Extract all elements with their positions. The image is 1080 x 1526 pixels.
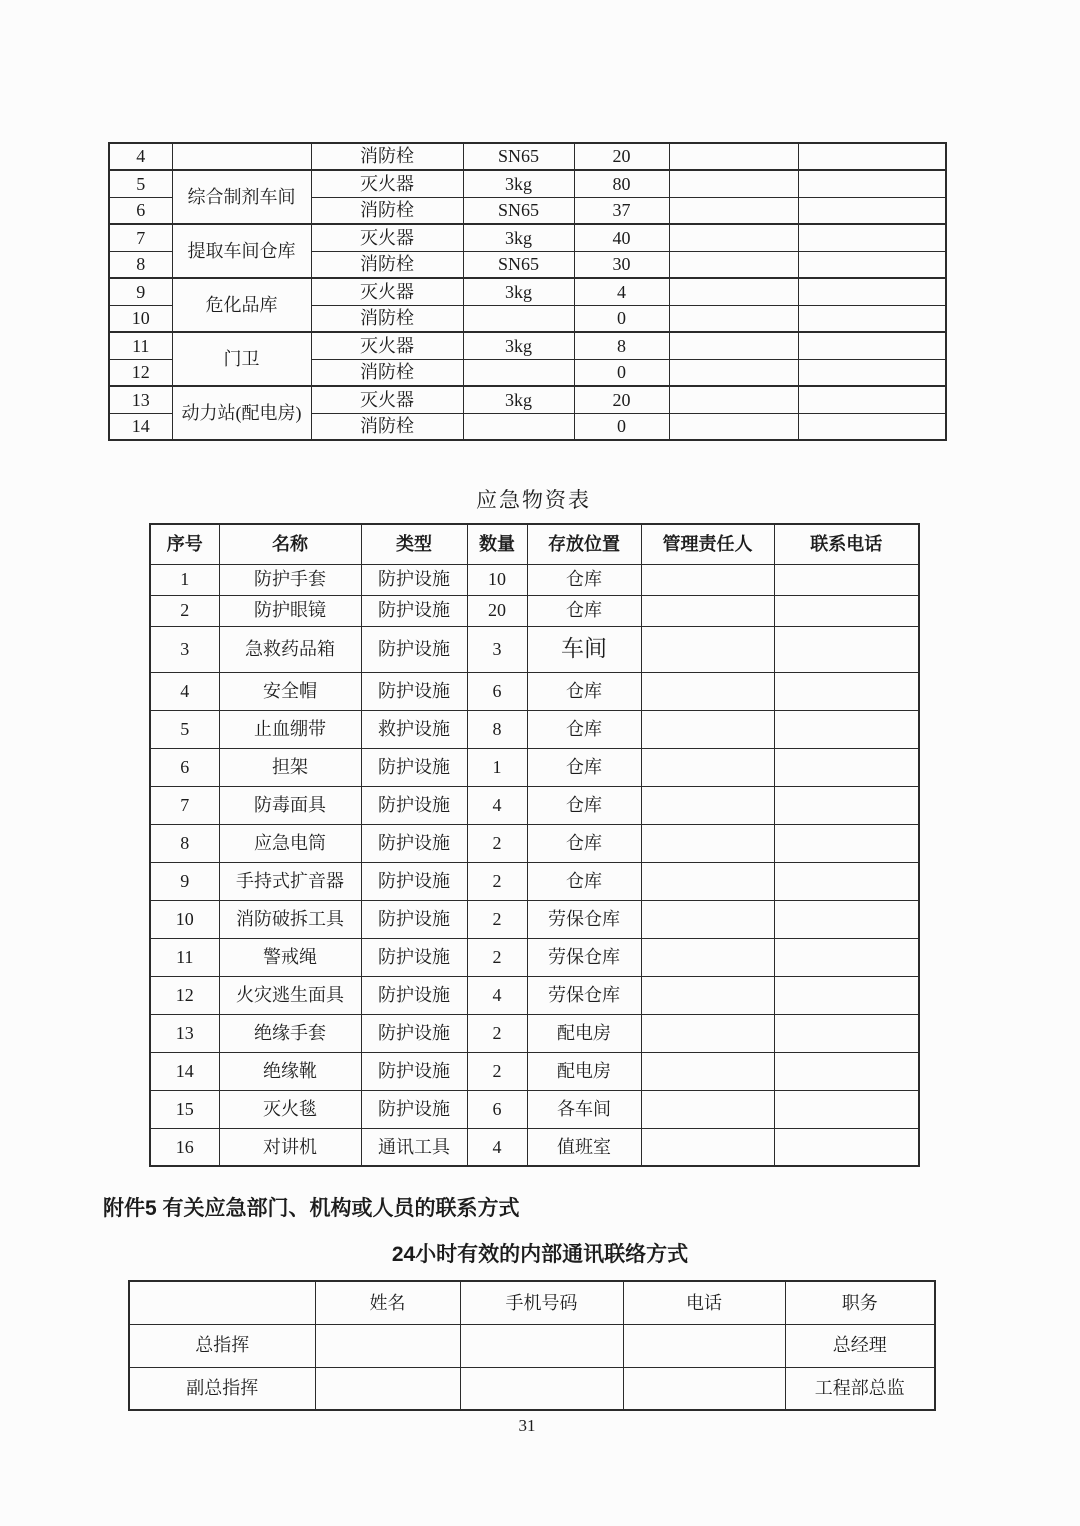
table-cell [641,1090,774,1128]
phone-cell [798,170,946,197]
table-cell [315,1367,460,1410]
table-cell: 8 [150,824,219,862]
equipment-type-cell: 消防栓 [311,143,463,170]
table-cell: 对讲机 [219,1128,361,1166]
table-cell: 仓库 [527,564,641,595]
spec-cell: SN65 [463,251,574,278]
spec-cell [463,305,574,332]
contact-header-row [129,1281,935,1324]
manager-cell [669,413,798,440]
manager-cell [669,359,798,386]
quantity-cell: 20 [574,143,669,170]
supplies-row [150,976,919,1014]
contact-table-body [129,1324,935,1410]
header-cell: 职务 [785,1281,935,1324]
equipment-type-cell: 消防栓 [311,359,463,386]
table-cell: 1 [467,748,527,786]
table-cell: 2 [467,1052,527,1090]
phone-cell [798,413,946,440]
equipment-type-cell: 消防栓 [311,305,463,332]
table-cell: 止血绷带 [219,710,361,748]
fire-equipment-row [109,386,946,413]
table-cell: 3 [467,626,527,672]
table-cell [641,672,774,710]
table-cell: 火灾逃生面具 [219,976,361,1014]
row-number-cell: 8 [109,251,172,278]
fire-equipment-row [109,278,946,305]
header-cell: 数量 [467,524,527,564]
table-cell [641,862,774,900]
table-cell: 4 [150,672,219,710]
supplies-row [150,626,919,672]
phone-cell [798,224,946,251]
spec-cell: SN65 [463,143,574,170]
table-cell [641,595,774,626]
table-cell: 防护设施 [361,564,467,595]
location-cell: 动力站(配电房) [172,386,311,440]
header-cell: 存放位置 [527,524,641,564]
table-cell: 防护眼镜 [219,595,361,626]
fire-equipment-table-body [109,143,946,440]
fire-equipment-table [108,142,947,441]
table-cell: 仓库 [527,710,641,748]
table-cell: 总经理 [785,1324,935,1367]
quantity-cell: 40 [574,224,669,251]
header-cell: 电话 [623,1281,785,1324]
table-cell [774,710,919,748]
internal-contact-table [128,1280,936,1411]
table-cell: 劳保仓库 [527,900,641,938]
table-cell: 11 [150,938,219,976]
table-cell: 灭火毯 [219,1090,361,1128]
row-number-cell: 6 [109,197,172,224]
table-cell [774,976,919,1014]
table-cell: 配电房 [527,1014,641,1052]
quantity-cell: 0 [574,413,669,440]
table-cell [315,1324,460,1367]
equipment-type-cell: 消防栓 [311,197,463,224]
table-cell: 绝缘手套 [219,1014,361,1052]
table-cell: 防护设施 [361,786,467,824]
table-cell: 3 [150,626,219,672]
table-cell: 12 [150,976,219,1014]
table-cell: 仓库 [527,786,641,824]
table-cell: 7 [150,786,219,824]
table-cell [774,1014,919,1052]
table-cell: 车间 [527,626,641,672]
table-cell: 2 [467,824,527,862]
manager-cell [669,305,798,332]
phone-cell [798,386,946,413]
quantity-cell: 0 [574,359,669,386]
row-number-cell: 13 [109,386,172,413]
table-cell [774,595,919,626]
table-cell: 消防破拆工具 [219,900,361,938]
table-cell: 防护设施 [361,1052,467,1090]
supplies-table-body [150,564,919,1166]
row-number-cell: 4 [109,143,172,170]
table-cell [641,976,774,1014]
spec-cell [463,413,574,440]
table-cell: 6 [467,1090,527,1128]
row-number-cell: 12 [109,359,172,386]
fire-equipment-row [109,224,946,251]
manager-cell [669,224,798,251]
table-cell: 10 [467,564,527,595]
supplies-row [150,824,919,862]
quantity-cell: 80 [574,170,669,197]
table-cell: 防护设施 [361,672,467,710]
table-cell: 仓库 [527,748,641,786]
quantity-cell: 8 [574,332,669,359]
table-cell [774,672,919,710]
fire-equipment-row [109,332,946,359]
supplies-row [150,938,919,976]
table-cell: 急救药品箱 [219,626,361,672]
table-cell: 劳保仓库 [527,976,641,1014]
phone-cell [798,359,946,386]
table-cell: 15 [150,1090,219,1128]
supplies-row [150,672,919,710]
table-cell: 各车间 [527,1090,641,1128]
location-cell: 综合制剂车间 [172,170,311,224]
supplies-row [150,1090,919,1128]
table-cell [623,1324,785,1367]
table-cell: 2 [467,862,527,900]
table-cell: 仓库 [527,824,641,862]
spec-cell: 3kg [463,224,574,251]
table-cell: 4 [467,1128,527,1166]
table-cell [774,1052,919,1090]
table-cell: 绝缘靴 [219,1052,361,1090]
spec-cell [463,359,574,386]
location-cell: 危化品库 [172,278,311,332]
manager-cell [669,170,798,197]
table-cell: 仓库 [527,672,641,710]
fire-equipment-row [109,170,946,197]
fire-equipment-row [109,143,946,170]
table-cell: 警戒绳 [219,938,361,976]
table-cell [460,1324,623,1367]
table-cell: 劳保仓库 [527,938,641,976]
table-cell: 防护设施 [361,900,467,938]
equipment-type-cell: 灭火器 [311,386,463,413]
table-cell [641,1014,774,1052]
supplies-row [150,595,919,626]
row-number-cell: 5 [109,170,172,197]
supplies-row [150,748,919,786]
quantity-cell: 20 [574,386,669,413]
phone-cell [798,251,946,278]
manager-cell [669,278,798,305]
table-cell [641,938,774,976]
table-cell [774,748,919,786]
manager-cell [669,143,798,170]
table-cell: 总指挥 [129,1324,315,1367]
header-cell: 联系电话 [774,524,919,564]
supplies-header-row [150,524,919,564]
table-cell: 14 [150,1052,219,1090]
table-cell: 救护设施 [361,710,467,748]
table-cell: 配电房 [527,1052,641,1090]
table-cell: 1 [150,564,219,595]
table-cell: 防护手套 [219,564,361,595]
equipment-type-cell: 灭火器 [311,170,463,197]
table-cell: 6 [467,672,527,710]
table-cell: 9 [150,862,219,900]
attachment5-heading: 附件5 有关应急部门、机构或人员的联系方式 [103,1197,520,1220]
header-cell: 序号 [150,524,219,564]
table-cell [641,710,774,748]
manager-cell [669,386,798,413]
table-cell: 防护设施 [361,626,467,672]
table-cell: 仓库 [527,862,641,900]
table-cell [774,1090,919,1128]
table-cell: 值班室 [527,1128,641,1166]
quantity-cell: 30 [574,251,669,278]
table-cell: 2 [150,595,219,626]
table-cell: 防护设施 [361,1090,467,1128]
header-cell: 类型 [361,524,467,564]
table-cell [641,1128,774,1166]
table-cell: 16 [150,1128,219,1166]
header-cell [129,1281,315,1324]
table-cell: 防护设施 [361,1014,467,1052]
spec-cell: SN65 [463,197,574,224]
phone-cell [798,143,946,170]
phone-cell [798,197,946,224]
supplies-row [150,900,919,938]
table-cell: 副总指挥 [129,1367,315,1410]
row-number-cell: 7 [109,224,172,251]
supplies-row [150,862,919,900]
supplies-row [150,1128,919,1166]
spec-cell: 3kg [463,278,574,305]
table-cell: 担架 [219,748,361,786]
table-cell: 4 [467,976,527,1014]
table-cell: 防毒面具 [219,786,361,824]
table-cell: 5 [150,710,219,748]
row-number-cell: 10 [109,305,172,332]
table-cell: 仓库 [527,595,641,626]
equipment-type-cell: 灭火器 [311,332,463,359]
table-cell: 6 [150,748,219,786]
contact-row [129,1367,935,1410]
table-cell [641,626,774,672]
location-cell: 门卫 [172,332,311,386]
table-cell: 10 [150,900,219,938]
table-cell: 防护设施 [361,976,467,1014]
table-cell [774,626,919,672]
table-cell: 防护设施 [361,748,467,786]
table-cell: 2 [467,900,527,938]
supplies-table-title: 应急物资表 [476,488,591,512]
page-number: 31 [518,1416,536,1435]
table-cell: 4 [467,786,527,824]
table-cell [774,938,919,976]
table-cell [774,900,919,938]
supplies-row [150,1052,919,1090]
table-cell: 防护设施 [361,938,467,976]
equipment-type-cell: 消防栓 [311,251,463,278]
quantity-cell: 37 [574,197,669,224]
table-cell [623,1367,785,1410]
table-cell [774,1128,919,1166]
header-cell: 手机号码 [460,1281,623,1324]
table-cell [641,1052,774,1090]
table-cell [774,564,919,595]
table-cell: 应急电筒 [219,824,361,862]
equipment-type-cell: 灭火器 [311,278,463,305]
table-cell: 2 [467,1014,527,1052]
row-number-cell: 14 [109,413,172,440]
phone-cell [798,305,946,332]
manager-cell [669,197,798,224]
contact-table-title: 24小时有效的内部通讯联络方式 [391,1243,689,1266]
quantity-cell: 4 [574,278,669,305]
supplies-row [150,786,919,824]
emergency-supplies-table [149,523,920,1167]
table-cell: 8 [467,710,527,748]
spec-cell: 3kg [463,386,574,413]
quantity-cell: 0 [574,305,669,332]
table-cell: 防护设施 [361,862,467,900]
table-cell [460,1367,623,1410]
table-cell: 通讯工具 [361,1128,467,1166]
equipment-type-cell: 消防栓 [311,413,463,440]
location-cell [172,143,311,170]
manager-cell [669,251,798,278]
manager-cell [669,332,798,359]
supplies-row [150,564,919,595]
header-cell: 管理责任人 [641,524,774,564]
table-cell: 防护设施 [361,595,467,626]
table-cell [641,824,774,862]
table-cell: 13 [150,1014,219,1052]
table-cell [641,564,774,595]
supplies-row [150,1014,919,1052]
header-cell: 姓名 [315,1281,460,1324]
location-cell: 提取车间仓库 [172,224,311,278]
table-cell: 工程部总监 [785,1367,935,1410]
table-cell: 20 [467,595,527,626]
table-cell: 防护设施 [361,824,467,862]
table-cell [774,862,919,900]
equipment-type-cell: 灭火器 [311,224,463,251]
row-number-cell: 11 [109,332,172,359]
header-cell: 名称 [219,524,361,564]
supplies-row [150,710,919,748]
table-cell [641,900,774,938]
table-cell [774,824,919,862]
spec-cell: 3kg [463,170,574,197]
table-cell [774,786,919,824]
table-cell: 2 [467,938,527,976]
contact-row [129,1324,935,1367]
table-cell: 安全帽 [219,672,361,710]
row-number-cell: 9 [109,278,172,305]
table-cell [641,748,774,786]
spec-cell: 3kg [463,332,574,359]
phone-cell [798,332,946,359]
table-cell: 手持式扩音器 [219,862,361,900]
phone-cell [798,278,946,305]
table-cell [641,786,774,824]
